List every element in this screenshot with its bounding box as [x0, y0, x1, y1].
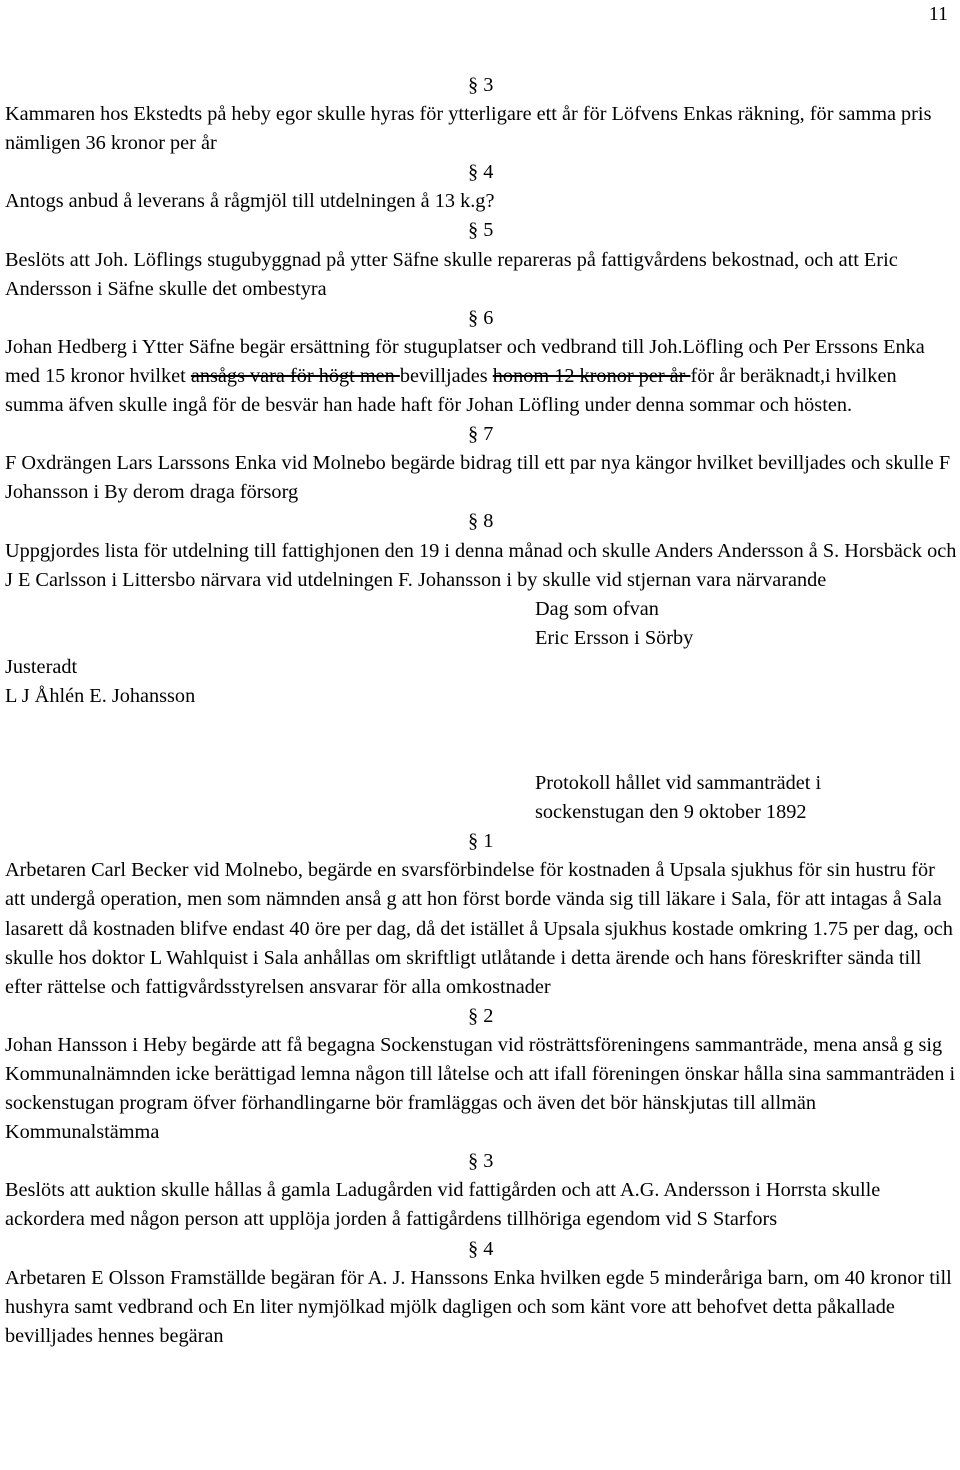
section-heading-1: § 1	[468, 830, 494, 853]
section-heading-6: § 6	[468, 306, 494, 329]
page-number: 11	[928, 3, 948, 25]
section-heading-4: § 4	[468, 1237, 494, 1260]
spacer	[5, 711, 960, 769]
paragraph: Uppgjordes lista för utdelning till fattighjonen den 19 i denna månad och skulle Anders Andersson å S. Horsbäck och J E Carlsson i Littersbo närvara vid utdelningen F. Johansson i by skulle vid stjernan vara närvarande	[5, 539, 957, 591]
paragraph-with-strikethrough	[5, 333, 960, 420]
struck-text: ansågs vara för högt men	[190, 364, 400, 387]
text-run: bevilljades	[399, 364, 493, 387]
paragraph: Kammaren hos Ekstedts på heby egor skulle hyras för ytterligare ett år för Löfvens Enkas räkning, för samma pris nämligen 36 kronor per år	[5, 103, 932, 155]
paragraph: Arbetaren Carl Becker vid Molnebo, begärde en svarsförbindelse för kostnaden å Upsala sjukhus för sin hustru för att undergå operation, men som nämnden anså g att hon först borde vända sig till läkare i Sala, för att intagas å Sala lasarett då kostnaden blifve endast 40 öre per dag, då det istället å Upsala sjukhus kostade omkring 1.75 per dag, och skulle hos doktor L Wahlquist i Sala anhållas om skriftligt utlåtande i detta ärende och hans föreskrifter sända till efter rättelse och fattigvårdsstyrelsen ansvarar för alla omkostnader	[5, 859, 953, 998]
paragraph: Beslöts att auktion skulle hållas å gamla Ladugården vid fattigården och att A.G. Andersson i Horrsta skulle ackordera med någon person att upplöja jorden å fattigårdens tillhöriga egendom vid S Starfors	[5, 1179, 881, 1231]
attestation-names: L J Åhlén E. Johansson	[5, 684, 196, 707]
section-heading-3: § 3	[468, 1150, 494, 1173]
document-body	[5, 71, 960, 1351]
section-heading-7: § 7	[468, 423, 494, 446]
signature-line: Dag som ofvan	[535, 597, 659, 620]
protocol-heading-line1: Protokoll hållet vid sammanträdet i	[535, 772, 822, 795]
paragraph: F Oxdrängen Lars Larssons Enka vid Molnebo begärde bidrag till ett par nya kängor hvilket bevilljades och skulle F Johansson i By derom draga försorg	[5, 452, 951, 504]
section-heading-3: § 3	[468, 74, 494, 96]
section-heading-2: § 2	[468, 1004, 494, 1027]
text-run: Johan Hedberg i Ytter Säfne begär ersättning för stuguplatser och vedbrand till Joh.Löfling och Per Erssons Enka med 15 kronor hvilket	[5, 335, 925, 387]
signature-name: Eric Ersson i Sörby	[535, 626, 694, 649]
paragraph: Beslöts att Joh. Löflings stugubyggnad på ytter Säfne skulle repareras på fattigvårdens bekostnad, och att Eric Andersson i Säfne skulle det ombestyra	[5, 248, 898, 300]
section-heading-4: § 4	[468, 161, 494, 184]
paragraph: Antogs anbud å leverans å rågmjöl till utdelningen å 13 k.g?	[5, 190, 495, 213]
attestation-label: Justeradt	[5, 655, 78, 678]
struck-text: honom 12 kronor per år	[492, 364, 691, 387]
paragraph: Arbetaren E Olsson Framställde begäran för A. J. Hanssons Enka hvilken egde 5 minderåriga barn, om 40 kronor till hushyra samt vedbrand och En liter nymjölkad mjölk dagligen och som känt vore att behofvet detta påkallade bevilljades hennes begäran	[5, 1266, 952, 1347]
protocol-heading-line2: sockenstugan den 9 oktober 1892	[535, 801, 807, 824]
section-heading-5: § 5	[468, 219, 494, 242]
paragraph: Johan Hansson i Heby begärde att få begagna Sockenstugan vid rösträttsföreningens sammanträde, mena anså g sig Kommunalnämnden icke berättigad lemna någon till låtelse och att ifall föreningen önskar hålla sina sammanträden i sockenstugan program öfver förhandlingarne bör framläggas och även det bör hänskjutas till allmän Kommunalstämma	[5, 1033, 956, 1144]
section-heading-8: § 8	[468, 510, 494, 533]
text-run: för år beräknadt,i hvilken summa äfven skulle ingå för de besvär han hade haft för Johan Löfling under denna sommar och hösten.	[5, 364, 897, 417]
